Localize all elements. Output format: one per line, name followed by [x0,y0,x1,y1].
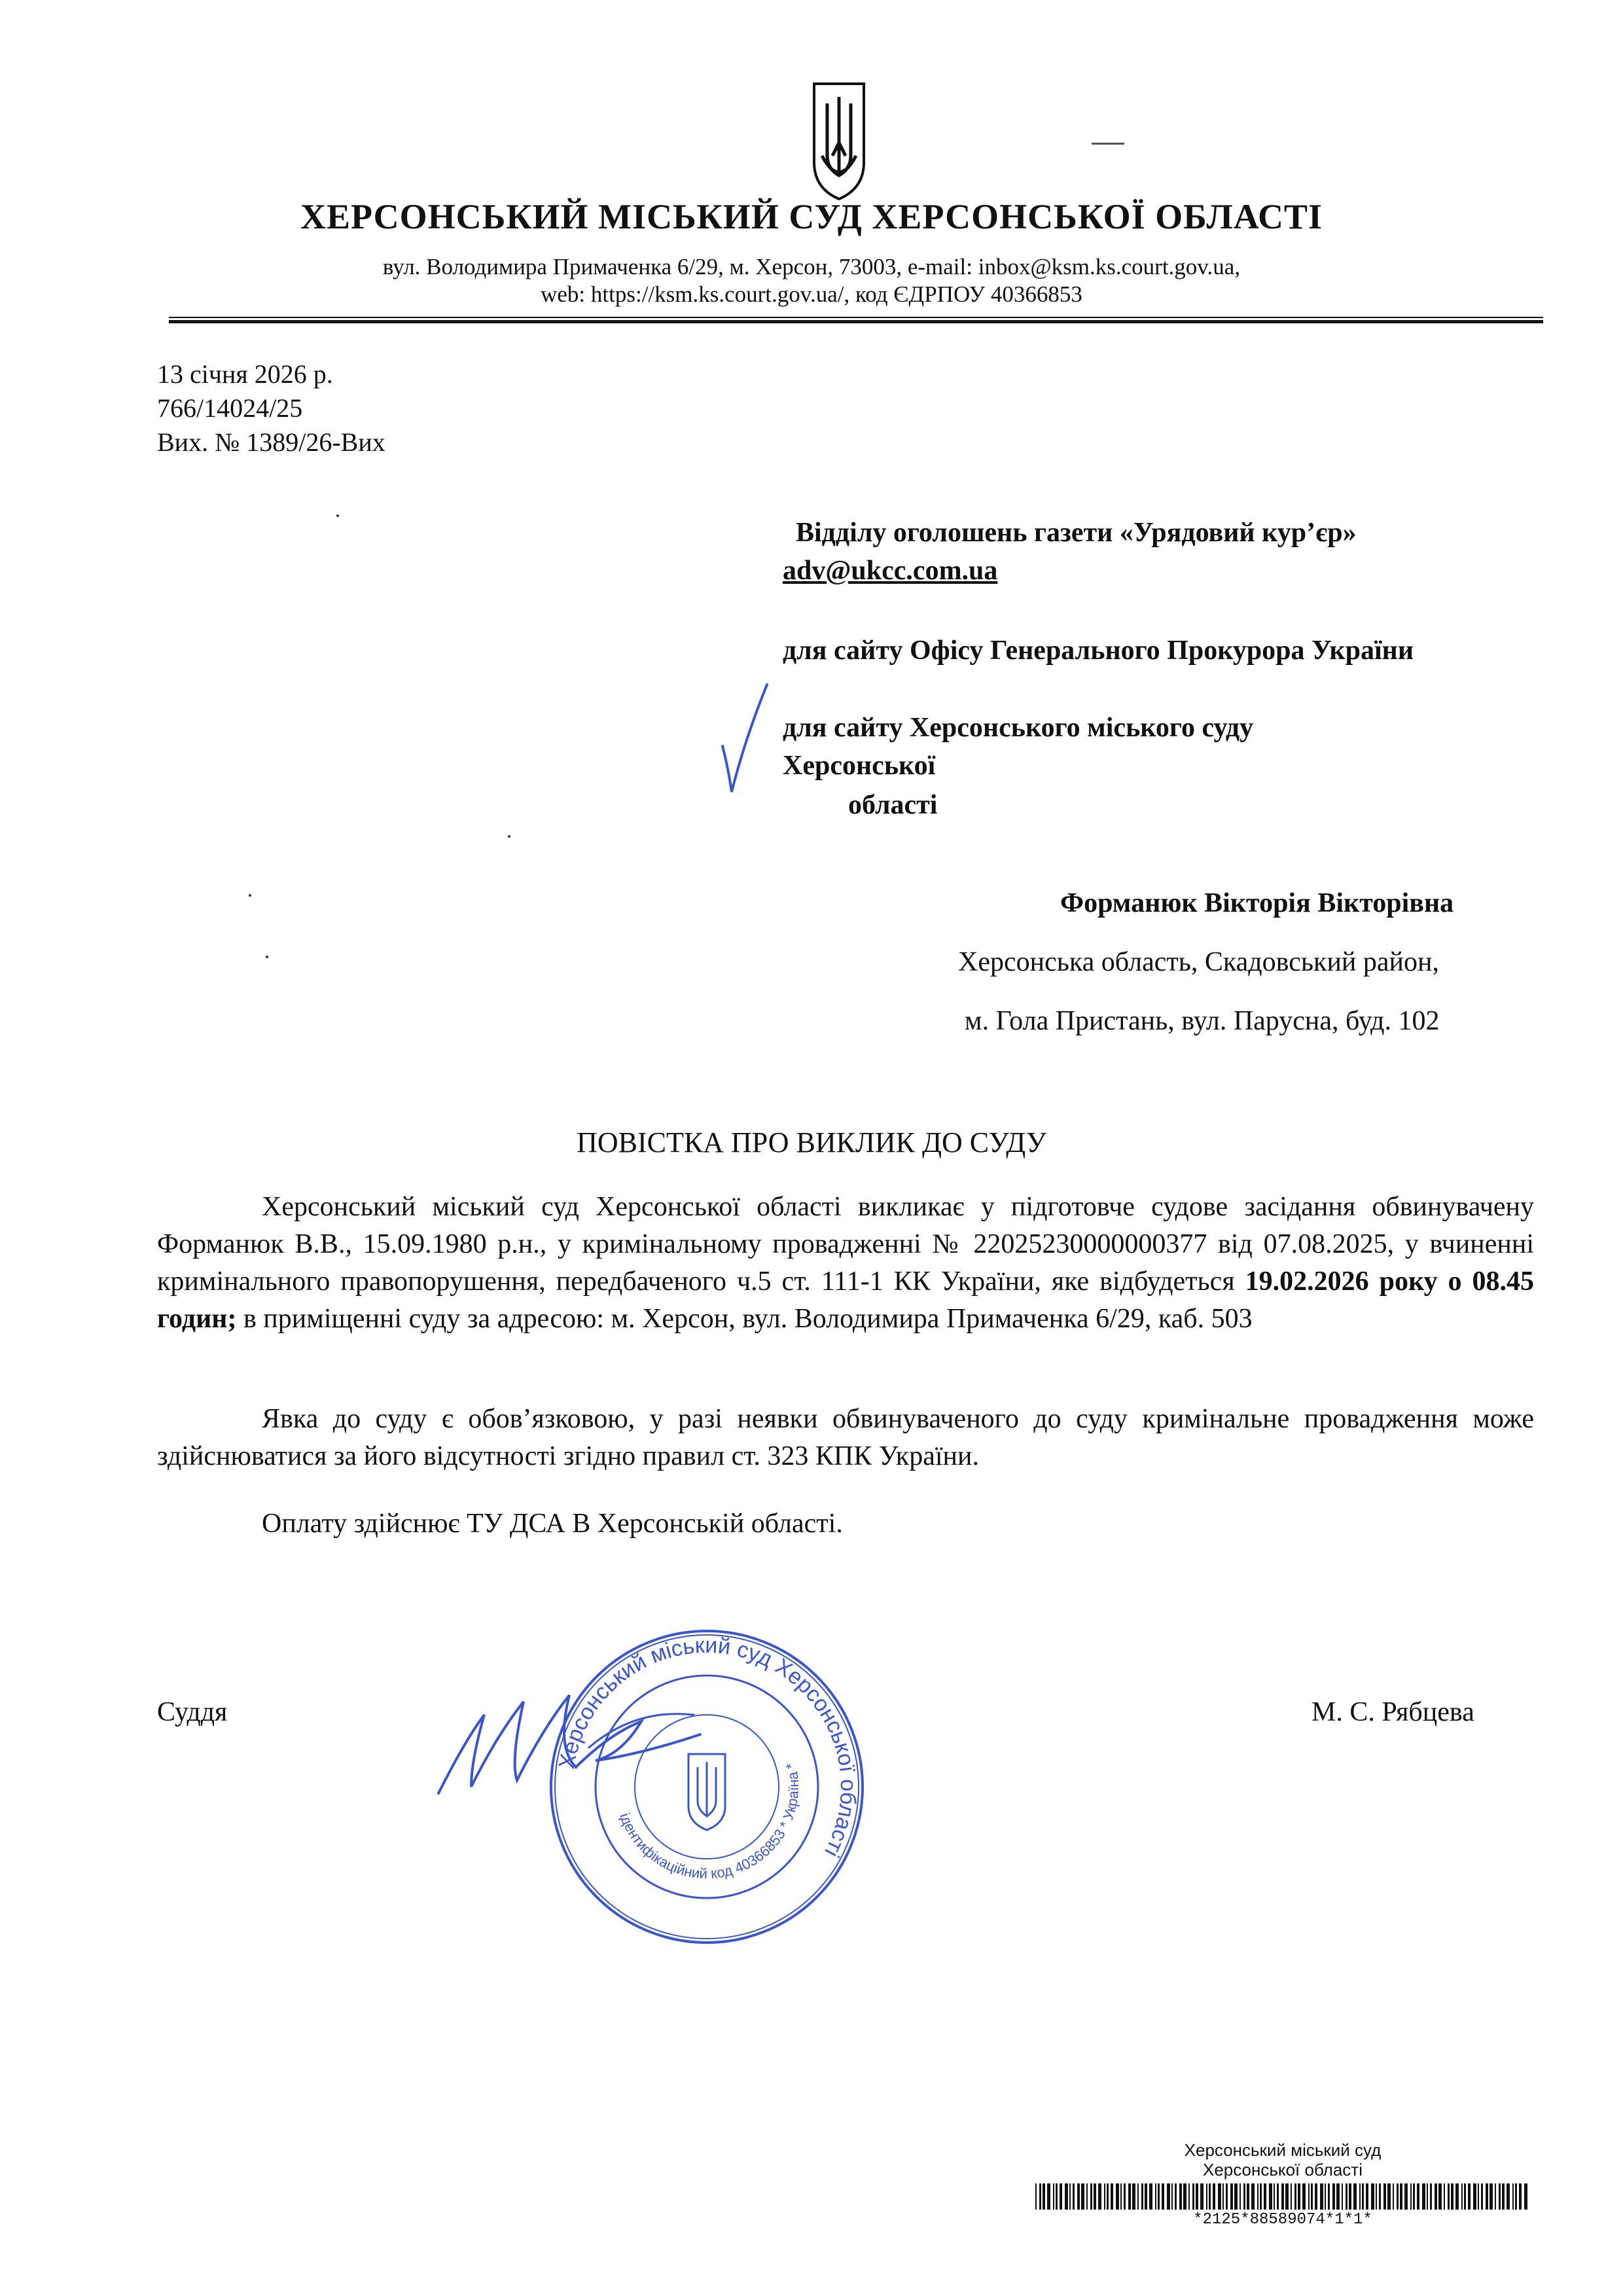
barcode-bar [1308,2183,1310,2210]
barcode-bar [1489,2183,1493,2210]
barcode-bar [1056,2183,1058,2210]
document-heading: ПОВІСТКА ПРО ВИКЛИК ДО СУДУ [577,1126,1046,1158]
barcode-bar [1183,2183,1186,2210]
recipient-court-site: для сайту Херсонського міського суду [783,713,1254,743]
barcode-bar [1383,2183,1386,2210]
barcode-bar [1230,2183,1233,2210]
barcode-bar [1519,2183,1522,2210]
barcode-bar [1422,2183,1425,2210]
barcode-bar [1039,2183,1041,2210]
court-web: web: https://ksm.ks.court.gov.ua/, код ЄДРПОУ 40366853 [541,281,1082,307]
barcode-bar [1400,2183,1402,2210]
barcode-label-line2: Херсонської області [1203,2160,1363,2179]
barcode-bar [1524,2183,1527,2210]
barcode-bar [1053,2183,1054,2210]
barcode-bar [1502,2183,1505,2210]
barcode-bar [1376,2183,1377,2210]
barcode-bar [1393,2183,1394,2210]
barcode-bar [1188,2183,1190,2210]
barcode-bar [1448,2183,1450,2210]
barcode-bar [1206,2183,1207,2210]
barcode-bar [1298,2183,1300,2210]
seal-outer-text: Херсонський міський суд Херсонської області [554,1632,861,1861]
barcode-bar [1086,2183,1088,2210]
barcode-bar [1132,2183,1135,2210]
hearing-datetime: 19.02.2026 року о 08.45 годин; [157,1266,1535,1334]
barcode-bar [1404,2183,1408,2210]
barcode-bar [1359,2183,1361,2210]
barcode-bar [1162,2183,1164,2210]
barcode-bar [1417,2183,1419,2210]
barcode-bar [1104,2183,1105,2210]
summons-text-part2: в приміщенні суду за адресою: м. Херсон, вул. Володимира Примаченка 6/29, каб. 503 [243,1304,1253,1334]
scan-speck [249,894,251,897]
barcode-bar [1094,2183,1096,2210]
barcode-bar [1366,2183,1368,2210]
judge-signature [425,1662,713,1806]
barcode-bar [1362,2183,1364,2210]
scan-speck [336,514,339,517]
barcode-bar [1438,2183,1442,2210]
barcode-bar [1427,2183,1428,2210]
barcode-bar [1332,2183,1335,2210]
trident-icon [809,77,869,202]
document-date: 13 січня 2026 р. [157,359,333,389]
barcode-bar [1515,2183,1517,2210]
barcode-bar [1090,2183,1092,2210]
barcode-bar [1444,2183,1445,2210]
judge-title: Суддя [157,1697,228,1727]
barcode-bar [1155,2183,1156,2210]
barcode-bar [1311,2183,1313,2210]
barcode-bar [1325,2183,1326,2210]
barcode-bar [1512,2183,1514,2210]
header-divider [169,317,1543,318]
barcode-bar [1226,2183,1228,2210]
scan-speck [508,835,510,838]
barcode-bar [1285,2183,1289,2210]
barcode-bar [1294,2183,1296,2210]
barcode-bar [1073,2183,1075,2210]
barcode [1035,2183,1530,2210]
barcode-bar [1222,2183,1224,2210]
barcode-bar [1410,2183,1412,2210]
barcode-bar [1141,2183,1143,2210]
barcode-bar [1353,2183,1357,2210]
barcode-bar [1234,2183,1238,2210]
barcode-number: *2125*88589074*1*1* [1193,2211,1372,2229]
barcode-bar [1495,2183,1496,2210]
recipient-email-link[interactable]: adv@ukcc.com.ua [783,556,998,586]
addressee-address-line1: Херсонська область, Скадовський район, [958,947,1439,977]
barcode-bar [1435,2183,1437,2210]
barcode-bar [1218,2183,1221,2210]
barcode-bar [1251,2183,1255,2210]
payment-paragraph: Оплату здійснює ТУ ДСА В Херсонській області. [262,1509,843,1539]
barcode-bar [1320,2183,1323,2210]
barcode-bar [1035,2183,1037,2210]
barcode-bar [1149,2183,1152,2210]
barcode-bar [1128,2183,1131,2210]
barcode-bar [1257,2183,1258,2210]
scan-speck [266,956,268,958]
recipient-prosecutor-site: для сайту Офісу Генерального Прокурора України [783,636,1414,666]
barcode-bar [1468,2183,1471,2210]
barcode-bar [1243,2183,1245,2210]
judge-name: М. С. Рябцева [1311,1697,1474,1727]
barcode-bar [1179,2183,1182,2210]
barcode-bar [1145,2183,1147,2210]
document-meta [157,357,385,459]
barcode-bar [1158,2183,1160,2210]
barcode-bar [1291,2183,1292,2210]
barcode-bar [1302,2183,1306,2210]
barcode-bar [1192,2183,1194,2210]
barcode-bar [1065,2183,1068,2210]
barcode-bar [1060,2183,1062,2210]
recipient-newspaper: Відділу оголошень газети «Урядовий кур’єр» [796,518,1357,548]
barcode-bar [1342,2183,1343,2210]
barcode-bar [1124,2183,1126,2210]
barcode-bar [1486,2183,1488,2210]
court-name: ХЕРСОНСЬКИЙ МІСЬКИЙ СУД ХЕРСОНСЬКОЇ ОБЛАСТІ [300,197,1323,236]
barcode-bar [1240,2183,1241,2210]
barcode-bar [1464,2183,1466,2210]
court-address: вул. Володимира Примаченка 6/29, м. Херсон, 73003, e-mail: inbox@ksm.ks.court.gov.ua, [382,254,1241,279]
barcode-bar [1264,2183,1266,2210]
barcode-bar [1277,2183,1279,2210]
addressee-address-line2: м. Гола Пристань, вул. Парусна, буд. 102 [965,1006,1440,1036]
barcode-bar [1499,2183,1501,2210]
header-divider-thick [169,320,1543,323]
barcode-label-line1: Херсонський міський суд [1184,2140,1382,2160]
barcode-bar [1171,2183,1173,2210]
barcode-bar [1175,2183,1177,2210]
barcode-bar [1387,2183,1391,2210]
barcode-bar [1346,2183,1347,2210]
barcode-bar [1247,2183,1249,2210]
barcode-bar [1371,2183,1374,2210]
barcode-bar [1451,2183,1454,2210]
barcode-bar [1478,2183,1479,2210]
barcode-bar [1196,2183,1198,2210]
barcode-bar [1274,2183,1275,2210]
barcode-bar [1413,2183,1415,2210]
check-mark-icon [719,681,771,798]
barcode-bar [1116,2183,1119,2210]
barcode-bar [1069,2183,1071,2210]
barcode-bar [1349,2183,1351,2210]
attendance-paragraph: Явка до суду є обов’язковою, у разі неявки обвинуваченого до суду кримінальне провадження може здійснюватися за його відсутності згідно правил ст. 323 КПК України. [157,1404,1534,1471]
barcode-bar [1379,2183,1381,2210]
barcode-bar [1336,2183,1340,2210]
barcode-bar [1137,2183,1139,2210]
recipient-court-site-line3: області [848,790,938,820]
barcode-bar [1200,2183,1204,2210]
addressee-name: Форманюк Вікторія Вікторівна [1060,888,1454,918]
barcode-bar [1481,2183,1483,2210]
barcode-bar [1328,2183,1330,2210]
barcode-bar [1043,2183,1045,2210]
barcode-bar [1315,2183,1317,2210]
barcode-bar [1455,2183,1459,2210]
barcode-bar [1269,2183,1272,2210]
barcode-bar [1430,2183,1432,2210]
barcode-bar [1281,2183,1284,2210]
summons-text-part1: Херсонський міський суд Херсонської області викликає у підготовче судове засідання обвинувачену Форманюк В.В., 15.09.1980 р.н., у кримінальному провадженні № 22025230000000377 від 07.08.2025, у вчиненні кримінального правопорушення, передбаченого ч.5 ст. 111-1 КК України, яке відбудеться [157,1192,1534,1297]
barcode-bar [1047,2183,1050,2210]
barcode-bar [1461,2183,1463,2210]
outgoing-number: Вих. № 1389/26-Вих [157,427,385,457]
recipient-court-site-line2: Херсонської [783,751,936,781]
seal-inner-text: ідентифікаційний код 40366853 * Україна * [616,1761,802,1882]
barcode-bar [1077,2183,1080,2210]
barcode-bar [1111,2183,1113,2210]
scan-speck [1092,143,1124,145]
barcode-bar [1473,2183,1476,2210]
barcode-bar [1213,2183,1215,2210]
barcode-bar [1209,2183,1211,2210]
case-number: 766/14024/25 [157,393,303,423]
barcode-bar [1260,2183,1262,2210]
summons-paragraph [157,1189,1534,1338]
barcode-bar [1507,2183,1510,2210]
barcode-bar [1397,2183,1399,2210]
barcode-bar [1098,2183,1101,2210]
barcode-bar [1120,2183,1122,2210]
barcode-bar [1167,2183,1170,2210]
barcode-bar [1107,2183,1109,2210]
barcode-bar [1081,2183,1084,2210]
